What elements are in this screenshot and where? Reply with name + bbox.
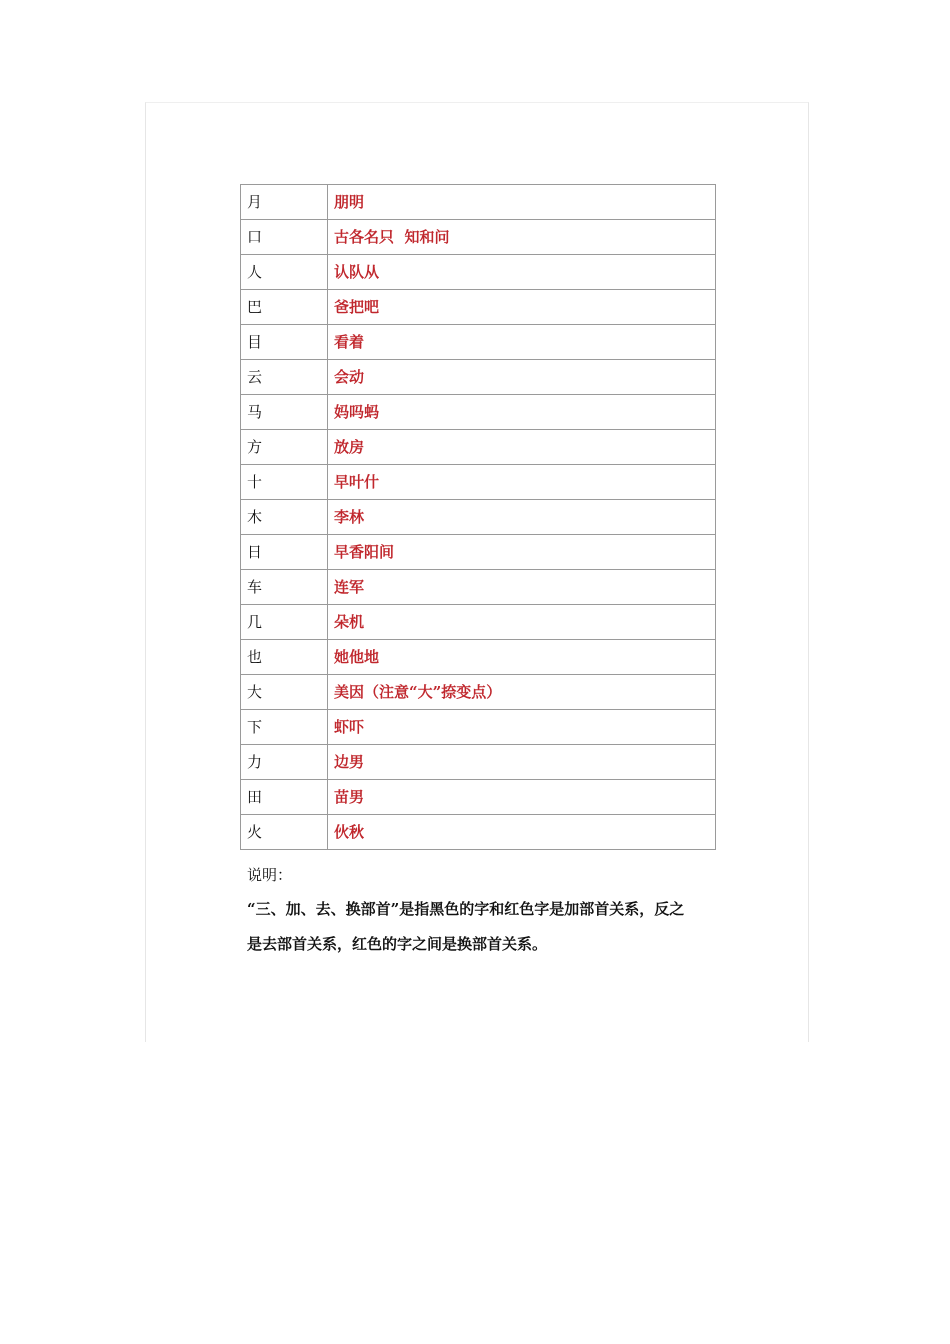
- table-row: [241, 360, 716, 395]
- radical-cell: 人: [241, 255, 328, 290]
- table-row: [241, 570, 716, 605]
- table-row: [241, 500, 716, 535]
- radical-cell: 方: [241, 430, 328, 465]
- chars-cell: 爸把吧: [328, 290, 716, 325]
- table-row: [241, 605, 716, 640]
- note-text-line-1: “三、加、去、换部首”是指黑色的字和红色字是加部首关系，反之: [247, 900, 685, 918]
- chars-cell: 认队从: [328, 255, 716, 290]
- chars-cell: 边男: [328, 745, 716, 780]
- radical-cell: 几: [241, 605, 328, 640]
- table-row: [241, 640, 716, 675]
- chars-cell: 美因（注意“大”捺变点）: [328, 675, 716, 710]
- chars-cell: 放房: [328, 430, 716, 465]
- radical-cell: 十: [241, 465, 328, 500]
- radical-cell: 力: [241, 745, 328, 780]
- chars-cell: 连军: [328, 570, 716, 605]
- table-row: [241, 255, 716, 290]
- radical-cell: 目: [241, 325, 328, 360]
- chars-cell: 看着: [328, 325, 716, 360]
- chars-cell: 她他地: [328, 640, 716, 675]
- radical-cell: 巴: [241, 290, 328, 325]
- radical-cell: 日: [241, 535, 328, 570]
- radical-cell: 车: [241, 570, 328, 605]
- table-row: [241, 745, 716, 780]
- table-row: [241, 220, 716, 255]
- chars-cell: 妈吗蚂: [328, 395, 716, 430]
- chars-cell: 早香阳间: [328, 535, 716, 570]
- table-row: [241, 185, 716, 220]
- radical-cell: 田: [241, 780, 328, 815]
- radical-cell: 也: [241, 640, 328, 675]
- chars-cell: 古各名只 知和问: [328, 220, 716, 255]
- table-row: [241, 430, 716, 465]
- chars-cell: 早叶什: [328, 465, 716, 500]
- table-row: [241, 325, 716, 360]
- table-row: [241, 395, 716, 430]
- table-row: [241, 780, 716, 815]
- chars-cell: 李林: [328, 500, 716, 535]
- radical-cell: 大: [241, 675, 328, 710]
- note-title: 说明：: [247, 866, 293, 884]
- chars-cell: 会动: [328, 360, 716, 395]
- table-row: [241, 675, 716, 710]
- radical-cell: 月: [241, 185, 328, 220]
- table-row: [241, 710, 716, 745]
- radical-cell: 口: [241, 220, 328, 255]
- radical-cell: 木: [241, 500, 328, 535]
- chars-cell: 苗男: [328, 780, 716, 815]
- radical-table: [240, 184, 716, 850]
- table-row: [241, 535, 716, 570]
- table-row: [241, 465, 716, 500]
- chars-cell: 伙秋: [328, 815, 716, 850]
- chars-cell: 朋明: [328, 185, 716, 220]
- table-row: [241, 815, 716, 850]
- chars-cell: 朵机: [328, 605, 716, 640]
- chars-cell: 虾吓: [328, 710, 716, 745]
- radical-table-body: [241, 185, 716, 850]
- note-text-line-2: 是去部首关系，红色的字之间是换部首关系。: [247, 935, 548, 953]
- radical-cell: 下: [241, 710, 328, 745]
- table-row: [241, 290, 716, 325]
- radical-cell: 火: [241, 815, 328, 850]
- radical-cell: 云: [241, 360, 328, 395]
- radical-cell: 马: [241, 395, 328, 430]
